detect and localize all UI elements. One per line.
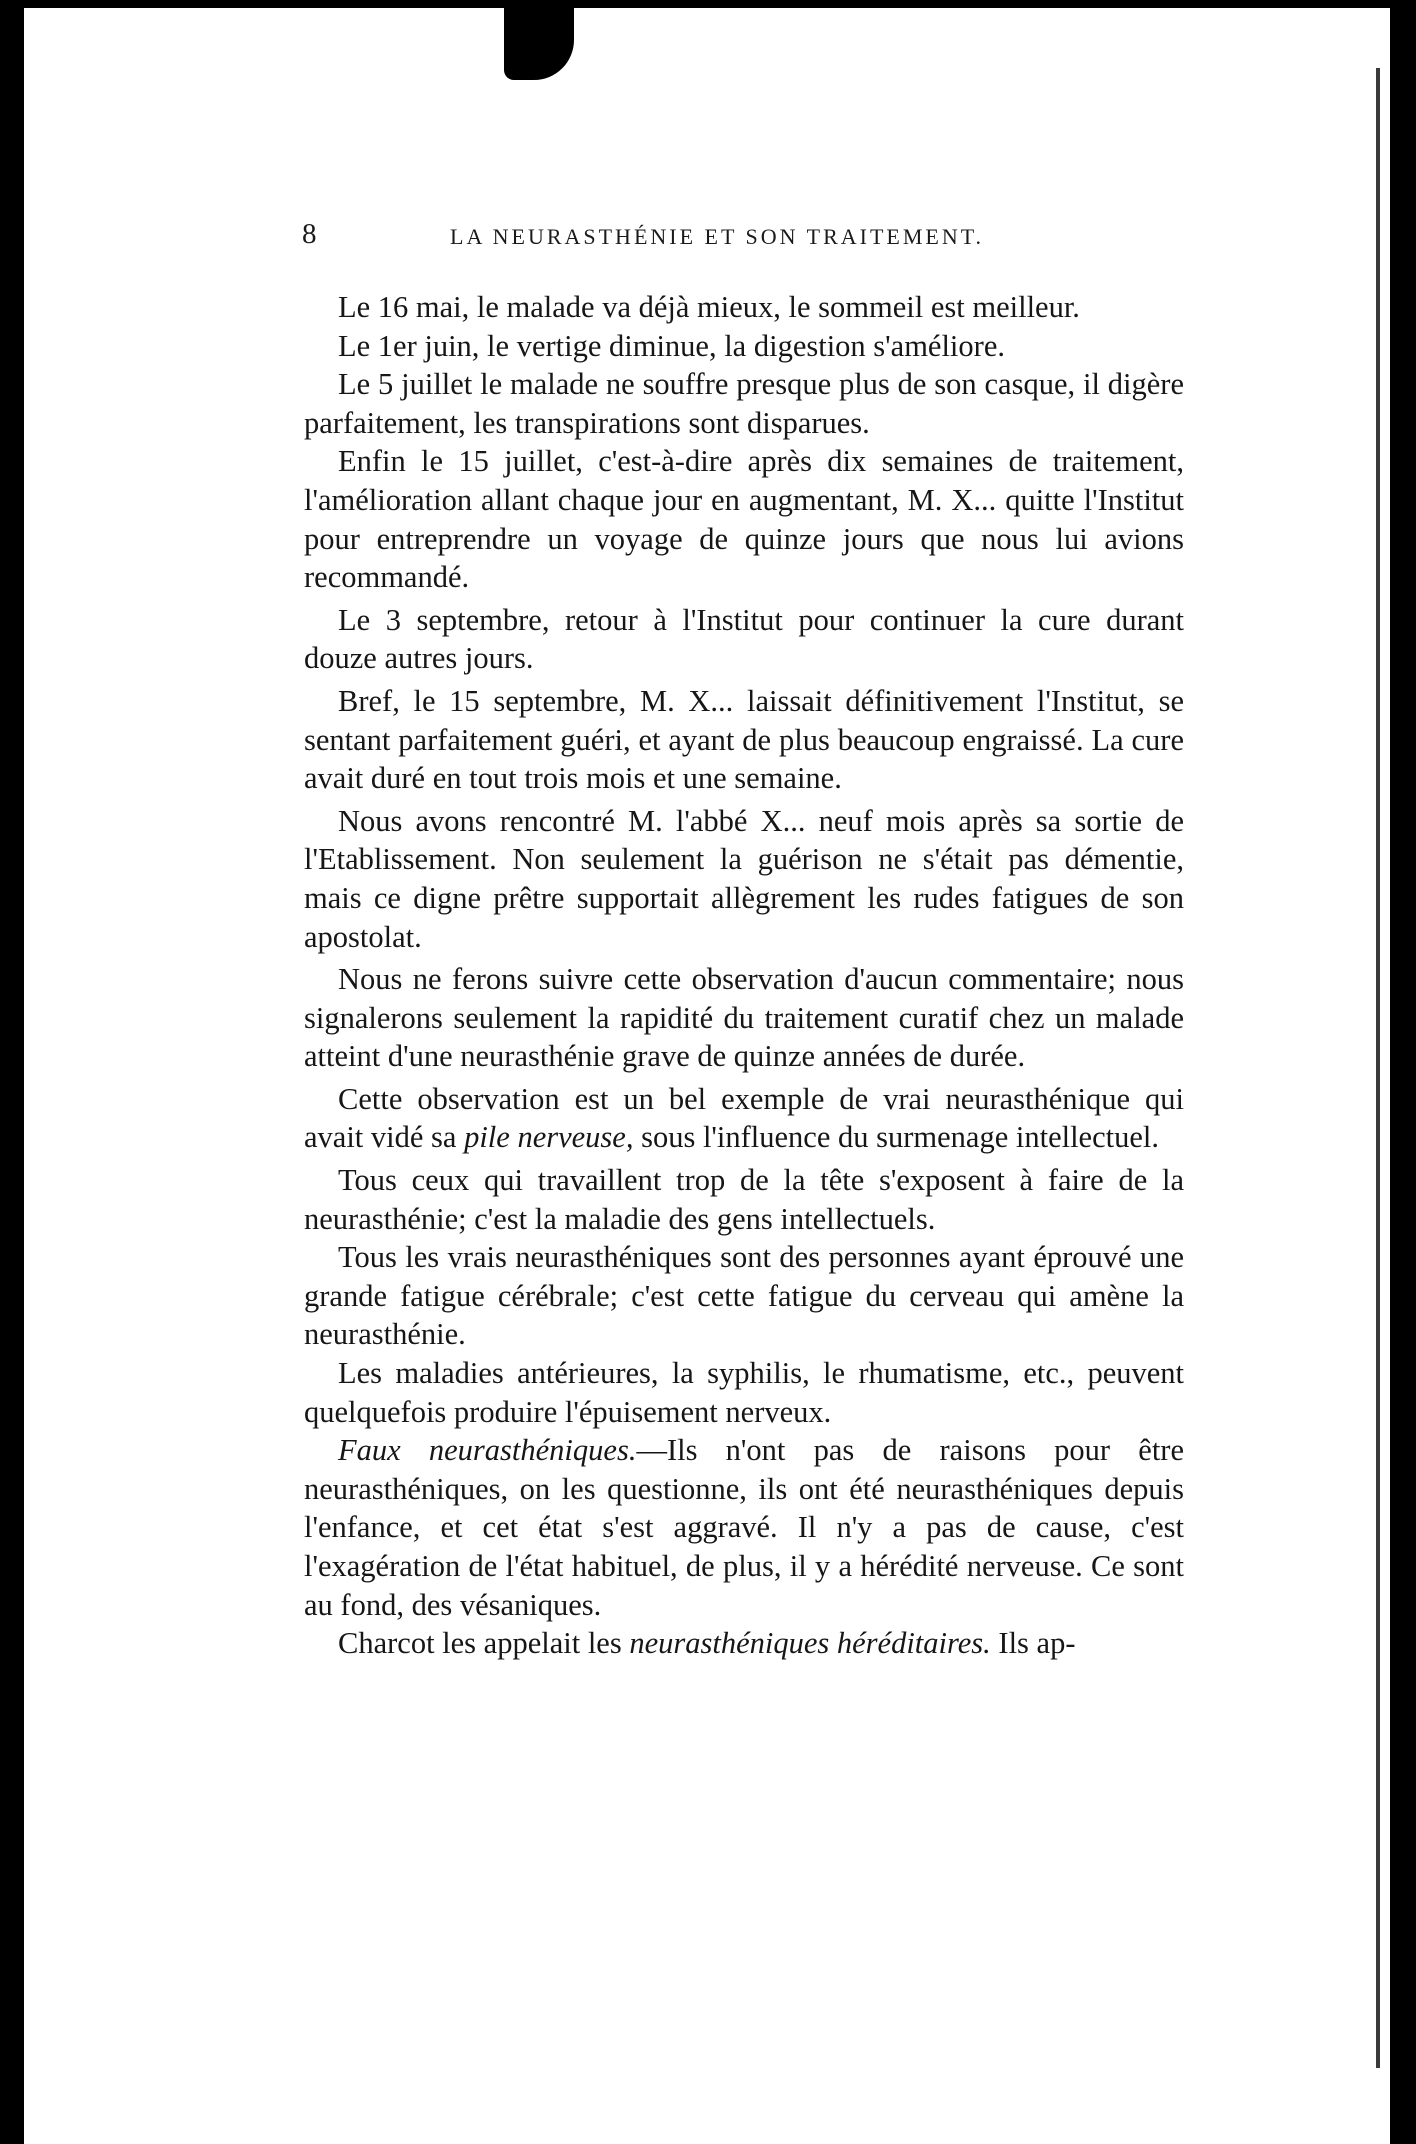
paragraph-pile-nerveuse [304, 1080, 1184, 1157]
paragraph: Bref, le 15 septembre, M. X... laissait définitivement l'Institut, se sentant parfaitement guéri, et ayant de plus beaucoup engraissé. La cure avait duré en tout trois mois et une semaine. [304, 683, 1184, 796]
body-text [304, 288, 1184, 1663]
paragraph: Nous ne ferons suivre cette observation d'aucun commentaire; nous signalerons seulement la rapidité du traitement curatif chez un malade atteint d'une neurasthénie grave de quinze années de durée. [304, 962, 1184, 1074]
book-page [24, 8, 1390, 2144]
text-run: Ils ap- [990, 1626, 1076, 1661]
text-run: Charcot les appelait les [338, 1626, 630, 1661]
italic-text: pile nerveuse, [464, 1120, 634, 1155]
paragraph: Les maladies antérieures, la syphilis, le rhumatisme, etc., peuvent quelquefois produire l'épuisement nerveux. [304, 1356, 1184, 1429]
page-edge-line [1376, 68, 1380, 2068]
paragraph: Le 1er juin, le vertige diminue, la digestion s'améliore. [338, 328, 1005, 363]
running-header [292, 218, 1192, 258]
paragraph: Enfin le 15 juillet, c'est-à-dire après dix semaines de traitement, l'amélioration allant chaque jour en augmentant, M. X... quitte l'Institut pour entreprendre un voyage de quinze jours que nous lui avions recommandé. [304, 444, 1184, 595]
paragraph: Le 5 juillet le malade ne souffre presque plus de son casque, il digère parfaitement, les transpirations sont disparues. [304, 367, 1184, 440]
italic-text: neurasthéniques héréditaires. [629, 1626, 991, 1661]
paragraph-charcot [304, 1624, 1184, 1663]
text-run: sous l'influence du surmenage intellectuel. [633, 1120, 1159, 1155]
text-run: Cette observation est un bel exemple de vrai neurasthénique qui avait vidé sa [304, 1081, 1184, 1155]
paragraph: Tous ceux qui travaillent trop de la tête s'exposent à faire de la neurasthénie; c'est la maladie des gens intellectuels. [304, 1163, 1184, 1236]
running-title: LA NEURASTHÉNIE ET SON TRAITEMENT. [450, 224, 985, 249]
paragraph: Le 16 mai, le malade va déjà mieux, le sommeil est meilleur. [338, 290, 1080, 324]
text-run: —Ils n'ont pas de raisons pour être neurasthéniques, on les questionne, ils ont été neurasthéniques depuis l'enfance, et cet état s'est aggravé. Il n'y a pas de cause, c'est l'exagération de l'état habituel, de plus, il y a hérédité nerveuse. Ce sont au fond, des vésaniques. [304, 1433, 1185, 1622]
paragraph-faux-neurastheniques [304, 1431, 1184, 1624]
paragraph: Le 3 septembre, retour à l'Institut pour continuer la cure durant douze autres jours. [304, 602, 1184, 676]
page-number: 8 [302, 218, 317, 250]
italic-heading: Faux neurasthéniques. [338, 1433, 637, 1468]
paragraph: Nous avons rencontré M. l'abbé X... neuf mois après sa sortie de l'Etablissement. Non seulement la guérison ne s'était pas démentie, mais ce digne prêtre supportait allègrement les rudes fatigues de son apostolat. [304, 803, 1184, 954]
paragraph: Tous les vrais neurasthéniques sont des personnes ayant éprouvé une grande fatigue cérébrale; c'est cette fatigue du cerveau qui amène la neurasthénie. [304, 1240, 1184, 1352]
